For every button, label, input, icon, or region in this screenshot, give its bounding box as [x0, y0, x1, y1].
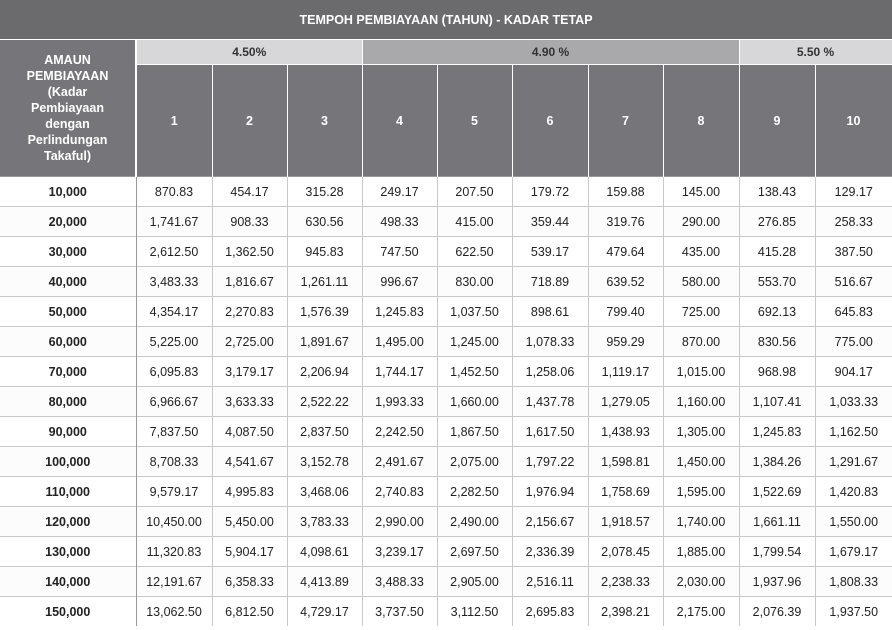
- installment-cell: 1,816.67: [212, 267, 287, 297]
- installment-cell: 498.33: [362, 207, 437, 237]
- installment-cell: 1,452.50: [437, 357, 512, 387]
- table-row: [0, 297, 892, 327]
- amount-cell: 140,000: [0, 567, 136, 597]
- installment-cell: 2,270.83: [212, 297, 287, 327]
- installment-cell: 622.50: [437, 237, 512, 267]
- installment-cell: 6,358.33: [212, 567, 287, 597]
- installment-cell: 2,740.83: [362, 477, 437, 507]
- installment-cell: 3,239.17: [362, 537, 437, 567]
- installment-cell: 4,098.61: [287, 537, 362, 567]
- installment-cell: 1,550.00: [815, 507, 892, 537]
- installment-cell: 1,679.17: [815, 537, 892, 567]
- installment-cell: 2,697.50: [437, 537, 512, 567]
- installment-cell: 415.28: [739, 237, 815, 267]
- table-title: TEMPOH PEMBIAYAAN (TAHUN) - KADAR TETAP: [0, 0, 892, 40]
- table-row: [0, 327, 892, 357]
- amount-cell: 100,000: [0, 447, 136, 477]
- amount-column-header: [0, 40, 136, 177]
- installment-cell: 319.76: [588, 207, 663, 237]
- installment-cell: 1,384.26: [739, 447, 815, 477]
- installment-cell: 799.40: [588, 297, 663, 327]
- year-column-header: 5: [437, 65, 512, 177]
- installment-cell: 1,107.41: [739, 387, 815, 417]
- installment-cell: 2,175.00: [663, 597, 739, 627]
- installment-cell: 3,112.50: [437, 597, 512, 627]
- year-column-header: 10: [815, 65, 892, 177]
- amount-cell: 60,000: [0, 327, 136, 357]
- amount-cell: 110,000: [0, 477, 136, 507]
- amount-cell: 50,000: [0, 297, 136, 327]
- installment-cell: 2,695.83: [512, 597, 588, 627]
- installment-cell: 1,420.83: [815, 477, 892, 507]
- installment-cell: 1,078.33: [512, 327, 588, 357]
- rate-group-header: 4.90 %: [362, 40, 739, 65]
- installment-cell: 2,398.21: [588, 597, 663, 627]
- installment-cell: 1,033.33: [815, 387, 892, 417]
- amount-cell: 90,000: [0, 417, 136, 447]
- installment-cell: 692.13: [739, 297, 815, 327]
- amount-header-line: AMAUN: [44, 53, 91, 67]
- installment-cell: 3,488.33: [362, 567, 437, 597]
- installment-cell: 258.33: [815, 207, 892, 237]
- installment-cell: 6,966.67: [136, 387, 212, 417]
- installment-cell: 1,160.00: [663, 387, 739, 417]
- amount-cell: 120,000: [0, 507, 136, 537]
- rate-group-header: 4.50%: [136, 40, 362, 65]
- installment-cell: 870.83: [136, 177, 212, 207]
- amount-header-line: (Kadar: [47, 85, 88, 99]
- year-column-header: 7: [588, 65, 663, 177]
- installment-cell: 4,541.67: [212, 447, 287, 477]
- installment-cell: 1,279.05: [588, 387, 663, 417]
- installment-cell: 2,075.00: [437, 447, 512, 477]
- installment-cell: 5,450.00: [212, 507, 287, 537]
- installment-cell: 1,885.00: [663, 537, 739, 567]
- installment-cell: 830.00: [437, 267, 512, 297]
- installment-cell: 1,799.54: [739, 537, 815, 567]
- installment-cell: 11,320.83: [136, 537, 212, 567]
- installment-cell: 908.33: [212, 207, 287, 237]
- installment-cell: 945.83: [287, 237, 362, 267]
- installment-cell: 159.88: [588, 177, 663, 207]
- installment-cell: 1,258.06: [512, 357, 588, 387]
- installment-cell: 630.56: [287, 207, 362, 237]
- table-row: [0, 537, 892, 567]
- installment-cell: 6,812.50: [212, 597, 287, 627]
- amount-cell: 70,000: [0, 357, 136, 387]
- installment-cell: 1,617.50: [512, 417, 588, 447]
- installment-cell: 639.52: [588, 267, 663, 297]
- installment-cell: 12,191.67: [136, 567, 212, 597]
- installment-cell: 4,729.17: [287, 597, 362, 627]
- table-row: [0, 507, 892, 537]
- amount-cell: 10,000: [0, 177, 136, 207]
- installment-cell: 1,598.81: [588, 447, 663, 477]
- amount-cell: 150,000: [0, 597, 136, 627]
- installment-cell: 2,156.67: [512, 507, 588, 537]
- installment-cell: 2,491.67: [362, 447, 437, 477]
- installment-cell: 1,162.50: [815, 417, 892, 447]
- installment-cell: 1,741.67: [136, 207, 212, 237]
- installment-cell: 3,633.33: [212, 387, 287, 417]
- installment-cell: 2,905.00: [437, 567, 512, 597]
- installment-cell: 1,245.00: [437, 327, 512, 357]
- installment-cell: 904.17: [815, 357, 892, 387]
- installment-cell: 5,225.00: [136, 327, 212, 357]
- installment-cell: 249.17: [362, 177, 437, 207]
- installment-cell: 179.72: [512, 177, 588, 207]
- installment-cell: 9,579.17: [136, 477, 212, 507]
- installment-cell: 1,037.50: [437, 297, 512, 327]
- installment-cell: 4,354.17: [136, 297, 212, 327]
- installment-cell: 2,078.45: [588, 537, 663, 567]
- installment-cell: 290.00: [663, 207, 739, 237]
- installment-cell: 1,437.78: [512, 387, 588, 417]
- installment-cell: 2,725.00: [212, 327, 287, 357]
- table-row: [0, 237, 892, 267]
- installment-cell: 553.70: [739, 267, 815, 297]
- installment-cell: 2,076.39: [739, 597, 815, 627]
- installment-cell: 479.64: [588, 237, 663, 267]
- year-column-header: 9: [739, 65, 815, 177]
- installment-cell: 2,030.00: [663, 567, 739, 597]
- table-row: [0, 177, 892, 207]
- installment-cell: 3,483.33: [136, 267, 212, 297]
- year-column-header: 6: [512, 65, 588, 177]
- installment-cell: 1,305.00: [663, 417, 739, 447]
- installment-cell: 968.98: [739, 357, 815, 387]
- installment-cell: 1,261.11: [287, 267, 362, 297]
- installment-cell: 4,413.89: [287, 567, 362, 597]
- installment-cell: 1,808.33: [815, 567, 892, 597]
- installment-cell: 725.00: [663, 297, 739, 327]
- table-row: [0, 567, 892, 597]
- installment-cell: 7,837.50: [136, 417, 212, 447]
- installment-cell: 775.00: [815, 327, 892, 357]
- rate-group-header: 5.50 %: [739, 40, 892, 65]
- installment-cell: 1,438.93: [588, 417, 663, 447]
- amount-header-line: Pembiayaan: [31, 101, 104, 115]
- installment-cell: 2,837.50: [287, 417, 362, 447]
- installment-cell: 1,740.00: [663, 507, 739, 537]
- installment-cell: 8,708.33: [136, 447, 212, 477]
- installment-cell: 2,990.00: [362, 507, 437, 537]
- installment-cell: 207.50: [437, 177, 512, 207]
- table-row: [0, 387, 892, 417]
- amount-header-line: Perlindungan: [27, 133, 108, 147]
- installment-cell: 1,660.00: [437, 387, 512, 417]
- installment-cell: 539.17: [512, 237, 588, 267]
- installment-cell: 10,450.00: [136, 507, 212, 537]
- installment-cell: 718.89: [512, 267, 588, 297]
- installment-cell: 1,015.00: [663, 357, 739, 387]
- installment-cell: 2,516.11: [512, 567, 588, 597]
- installment-cell: 830.56: [739, 327, 815, 357]
- installment-cell: 2,490.00: [437, 507, 512, 537]
- installment-cell: 645.83: [815, 297, 892, 327]
- installment-cell: 415.00: [437, 207, 512, 237]
- year-column-header: 2: [212, 65, 287, 177]
- installment-cell: 1,576.39: [287, 297, 362, 327]
- installment-cell: 5,904.17: [212, 537, 287, 567]
- amount-cell: 130,000: [0, 537, 136, 567]
- year-column-header: 4: [362, 65, 437, 177]
- installment-cell: 1,891.67: [287, 327, 362, 357]
- installment-cell: 1,595.00: [663, 477, 739, 507]
- installment-cell: 129.17: [815, 177, 892, 207]
- installment-cell: 1,867.50: [437, 417, 512, 447]
- installment-cell: 2,282.50: [437, 477, 512, 507]
- installment-cell: 2,238.33: [588, 567, 663, 597]
- installment-cell: 996.67: [362, 267, 437, 297]
- amount-header-line: PEMBIAYAAN: [26, 69, 109, 83]
- table-row: [0, 417, 892, 447]
- table-row: [0, 597, 892, 627]
- installment-cell: 454.17: [212, 177, 287, 207]
- table-row: [0, 357, 892, 387]
- amount-cell: 40,000: [0, 267, 136, 297]
- amount-header-line: dengan: [45, 117, 90, 131]
- installment-cell: 2,336.39: [512, 537, 588, 567]
- installment-cell: 315.28: [287, 177, 362, 207]
- installment-cell: 276.85: [739, 207, 815, 237]
- installment-cell: 1,245.83: [362, 297, 437, 327]
- installment-cell: 1,661.11: [739, 507, 815, 537]
- table-row: [0, 477, 892, 507]
- installment-cell: 387.50: [815, 237, 892, 267]
- installment-cell: 1,976.94: [512, 477, 588, 507]
- table-row: [0, 207, 892, 237]
- installment-cell: 580.00: [663, 267, 739, 297]
- installment-cell: 3,737.50: [362, 597, 437, 627]
- installment-cell: 3,152.78: [287, 447, 362, 477]
- installment-cell: 2,242.50: [362, 417, 437, 447]
- installment-cell: 138.43: [739, 177, 815, 207]
- installment-cell: 959.29: [588, 327, 663, 357]
- installment-cell: 6,095.83: [136, 357, 212, 387]
- amount-cell: 80,000: [0, 387, 136, 417]
- installment-cell: 516.67: [815, 267, 892, 297]
- year-column-header: 3: [287, 65, 362, 177]
- year-column-header: 1: [136, 65, 212, 177]
- amount-header-line: Takaful): [44, 149, 91, 163]
- installment-cell: 1,797.22: [512, 447, 588, 477]
- installment-cell: 1,522.69: [739, 477, 815, 507]
- installment-cell: 3,783.33: [287, 507, 362, 537]
- year-column-header: 8: [663, 65, 739, 177]
- installment-cell: 1,937.50: [815, 597, 892, 627]
- installment-cell: 13,062.50: [136, 597, 212, 627]
- installment-cell: 1,937.96: [739, 567, 815, 597]
- installment-cell: 1,744.17: [362, 357, 437, 387]
- installment-cell: 1,119.17: [588, 357, 663, 387]
- installment-cell: 3,179.17: [212, 357, 287, 387]
- amount-cell: 30,000: [0, 237, 136, 267]
- installment-cell: 2,612.50: [136, 237, 212, 267]
- installment-cell: 435.00: [663, 237, 739, 267]
- installment-cell: 3,468.06: [287, 477, 362, 507]
- installment-cell: 359.44: [512, 207, 588, 237]
- installment-cell: 1,450.00: [663, 447, 739, 477]
- installment-cell: 1,291.67: [815, 447, 892, 477]
- installment-cell: 870.00: [663, 327, 739, 357]
- installment-cell: 145.00: [663, 177, 739, 207]
- installment-cell: 747.50: [362, 237, 437, 267]
- installment-cell: 1,993.33: [362, 387, 437, 417]
- installment-cell: 2,522.22: [287, 387, 362, 417]
- amount-cell: 20,000: [0, 207, 136, 237]
- installment-cell: 4,087.50: [212, 417, 287, 447]
- installment-cell: 1,495.00: [362, 327, 437, 357]
- table-row: [0, 267, 892, 297]
- installment-cell: 898.61: [512, 297, 588, 327]
- installment-cell: 1,758.69: [588, 477, 663, 507]
- installment-cell: 1,362.50: [212, 237, 287, 267]
- table-row: [0, 447, 892, 477]
- installment-cell: 1,918.57: [588, 507, 663, 537]
- installment-cell: 1,245.83: [739, 417, 815, 447]
- installment-cell: 2,206.94: [287, 357, 362, 387]
- installment-cell: 4,995.83: [212, 477, 287, 507]
